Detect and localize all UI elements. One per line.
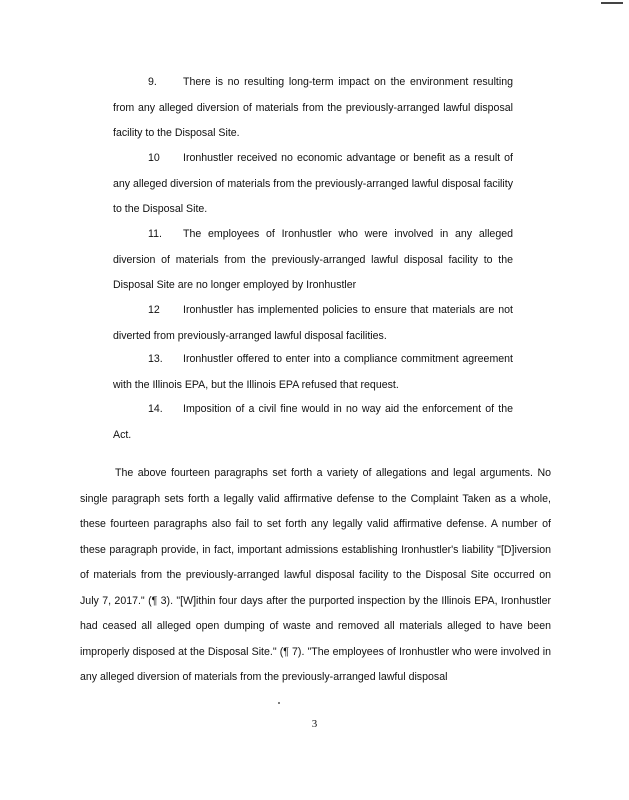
paragraph-number: 13. (148, 353, 163, 365)
paragraph-text: Ironhustler offered to enter into a compliance commitment agreement with the Illinois EPA, but the Illinois EPA refused that request. (113, 353, 513, 391)
numbered-paragraph-10 (113, 146, 513, 223)
numbered-paragraph-11 (113, 222, 513, 299)
paragraph-number: 14. (148, 403, 163, 415)
page-number: 3 (311, 718, 318, 730)
paragraph-text: Ironhustler received no economic advantage or benefit as a result of any alleged diversion of materials from the previously-arranged lawful disposal facility to the Disposal Site. (113, 152, 513, 215)
numbered-paragraph-12 (113, 298, 513, 349)
scan-speck (278, 702, 280, 704)
numbered-paragraph-13 (113, 347, 513, 398)
body-paragraph (80, 461, 551, 691)
paragraph-number: 10 (148, 152, 160, 164)
paragraph-number: 11. (148, 228, 162, 240)
paragraph-text: There is no resulting long-term impact on the environment resulting from any alleged diversion of materials from the previously-arranged lawful disposal facility to the Disposal Site. (113, 76, 513, 139)
paragraph-text: Imposition of a civil fine would in no way aid the enforcement of the Act. (113, 403, 513, 441)
numbered-paragraph-9 (113, 70, 513, 147)
paragraph-text: The employees of Ironhustler who were involved in any alleged diversion of materials from the previously-arranged lawful disposal facility to the Disposal Site are no longer employed by Ironhustler (113, 228, 513, 291)
paragraph-number: 12 (148, 304, 160, 316)
numbered-paragraph-14 (113, 397, 513, 448)
paragraph-number: 9. (148, 76, 157, 88)
body-paragraph-text: The above fourteen paragraphs set forth a variety of allegations and legal arguments. No single paragraph sets forth a legally valid affirmative defense to the Complaint Taken as a whole, these fourteen paragraphs also fail to set forth any legally valid affirmative defense. A number of these paragraph provide, in fact, important admissions establishing Ironhustler's liability "[D]iversion of materials from the previously-arranged lawful disposal facility to the Disposal Site occurred on July 7, 2017." (¶ 3). "[W]ithin four days after the purported inspection by the Illinois EPA, Ironhustler had ceased all alleged open dumping of waste and removed all materials alleged to have been improperly disposed at the Disposal Site." (¶ 7). "The employees of Ironhustler who were involved in any alleged diversion of materials from the previously-arranged lawful disposal (80, 467, 551, 683)
paragraph-text: Ironhustler has implemented policies to ensure that materials are not diverted from previously-arranged lawful disposal facilities. (113, 304, 513, 342)
scan-mark (601, 2, 623, 4)
